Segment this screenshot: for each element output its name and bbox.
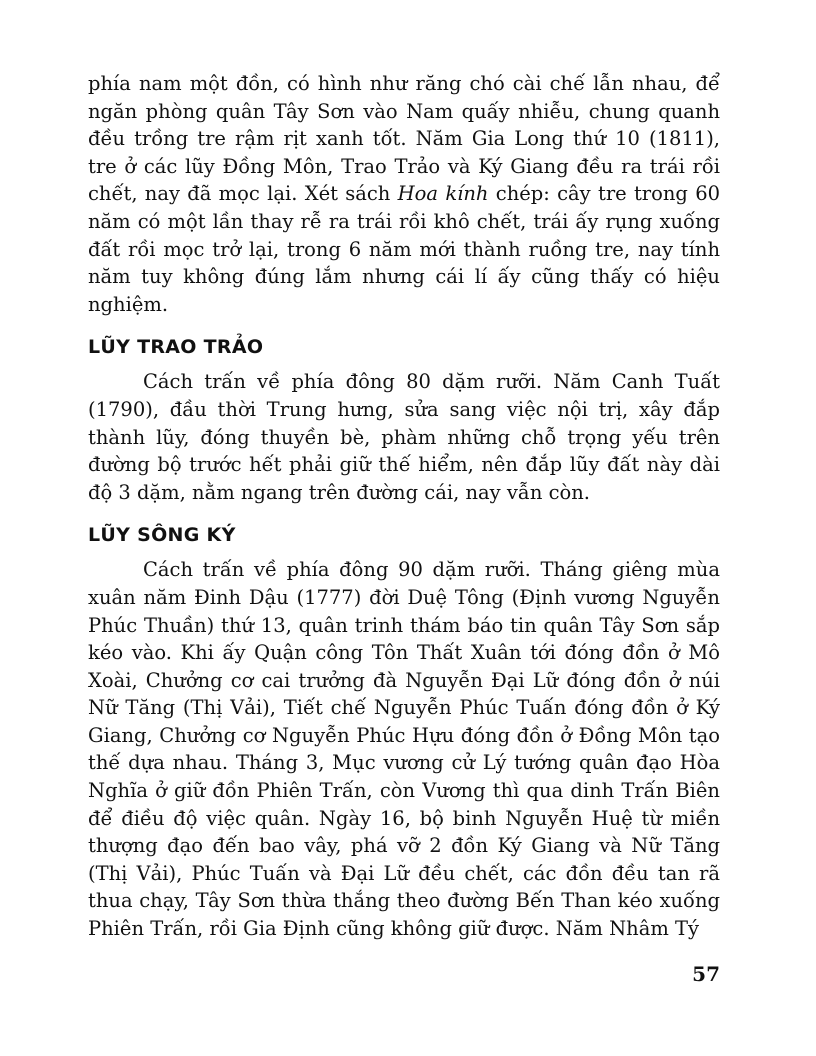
section-heading-song-ky: LŨY SÔNG KÝ xyxy=(88,524,236,547)
section-heading-trao-trao: LŨY TRAO TRẢO xyxy=(88,336,264,359)
paragraph-text: phía nam một đồn, có hình như răng chó cài chế lẫn nhau, để ngăn phòng quân Tây Sơn vào Nam quấy nhiễu, chung quanh đều trồng tre rậm rịt xanh tốt. Năm Gia Long thứ 10 (1811), tre ở các lũy Đồng Môn, Trao Trảo và Ký Giang đều ra trái rồi chết, nay đã mọc lại. Xét sách xyxy=(88,72,720,206)
book-title-italic: Hoa kính xyxy=(397,182,489,206)
page-body xyxy=(88,70,720,943)
page-number: 57 xyxy=(692,962,720,986)
paragraph-trao-trao: Cách trấn về phía đông 80 dặm rưỡi. Năm Canh Tuất (1790), đầu thời Trung hưng, sửa sang việc nội trị, xây đắp thành lũy, đóng thuyền bè, phàm những chỗ trọng yếu trên đường bộ trước hết phải giữ thế hiểm, nên đắp lũy đất này dài độ 3 dặm, nằm ngang trên đường cái, nay vẫn còn. xyxy=(88,370,720,504)
paragraph-text: chép: cây tre trong 60 năm có một lần thay rễ ra trái rồi khô chết, trái ấy rụng xuống đất rồi mọc trở lại, trong 6 năm mới thành ruồng tre, nay tính năm tuy không đúng lắm nhưng cái lí ấy cũng thấy có hiệu nghiệm. xyxy=(88,182,721,316)
paragraph-continuation xyxy=(88,70,720,318)
paragraph-song-ky: Cách trấn về phía đông 90 dặm rưỡi. Tháng giêng mùa xuân năm Đinh Dậu (1777) đời Duệ Tông (Định vương Nguyễn Phúc Thuần) thứ 13, quân trinh thám báo tin quân Tây Sơn sắp kéo vào. Khi ấy Quận công Tôn Thất Xuân tới đóng đồn ở Mô Xoài, Chưởng cơ cai trưởng đà Nguyễn Đại Lữ đóng đồn ở núi Nữ Tăng (Thị Vải), Tiết chế Nguyễn Phúc Tuấn đóng đồn ở Ký Giang, Chưởng cơ Nguyễn Phúc Hựu đóng đồn ở Đồng Môn tạo thế dựa nhau. Tháng 3, Mục vương cử Lý tướng quân đạo Hòa Nghĩa ở giữ đồn Phiên Trấn, còn Vương thì qua dinh Trấn Biên để điều độ việc quân. Ngày 16, bộ binh Nguyễn Huệ từ miền thượng đạo đến bao vây, phá vỡ 2 đồn Ký Giang và Nữ Tăng (Thị Vải), Phúc Tuấn và Đại Lữ đều chết, các đồn đều tan rã thua chạy, Tây Sơn thừa thắng theo đường Bến Than kéo xuống Phiên Trấn, rồi Gia Định cũng không giữ được. Năm Nhâm Tý xyxy=(88,558,720,941)
